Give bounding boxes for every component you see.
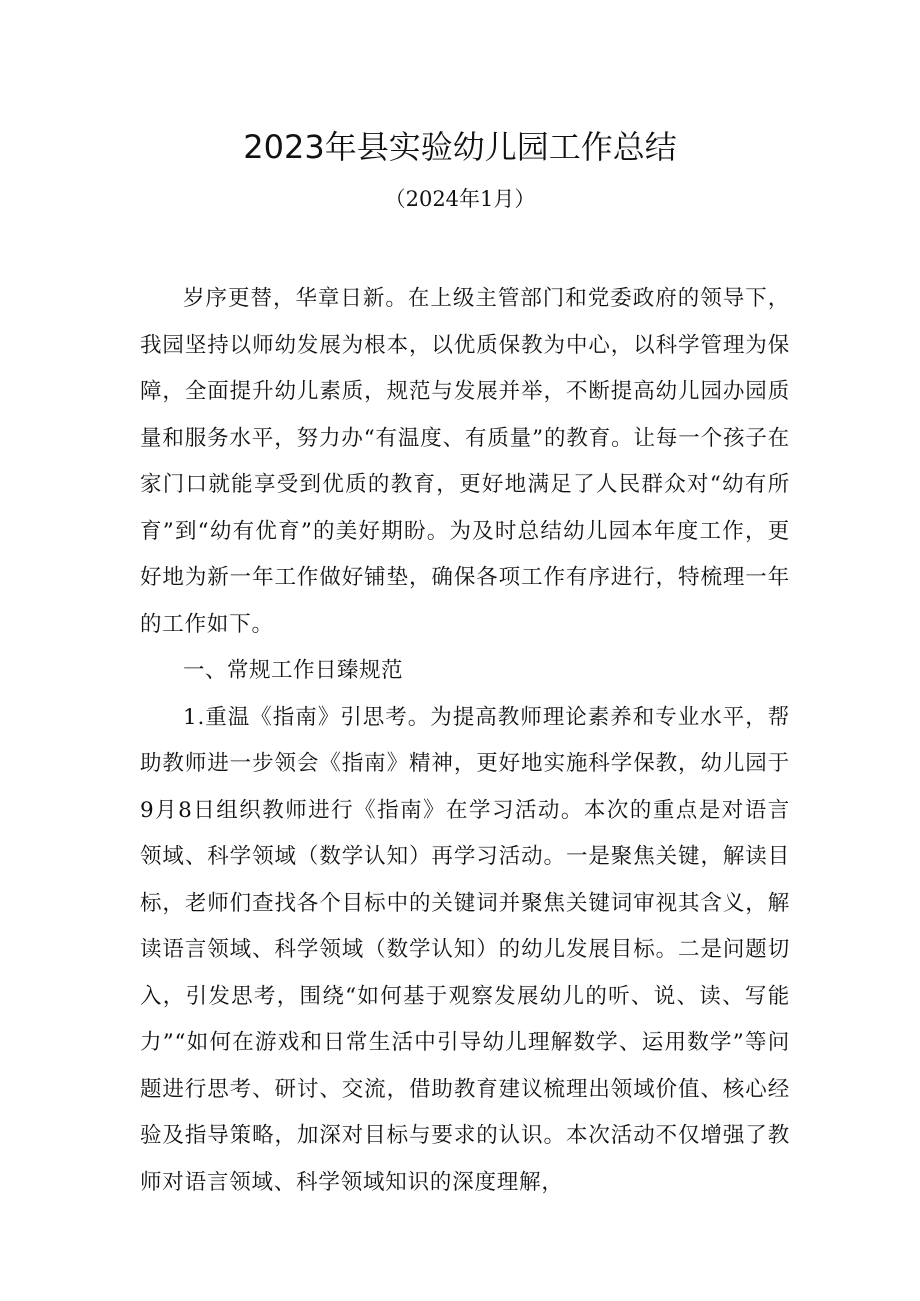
section-paragraph: 1.重温《指南》引思考。为提高教师理论素养和专业水平，帮助教师进一步领会《指南》精神，更好地实施科学保教，幼儿园于9月8日组织教师进行《指南》在学习活动。本次的重点是对语言领域、科学领域（数学认知）再学习活动。一是聚焦关键，解读目标，老师们查找各个目标中的关键词并聚焦关键词审视其含义，解读语言领域、科学领域（数学认知）的幼儿发展目标。二是问题切入，引发思考，围绕“如何基于观察发展幼儿的听、说、读、写能力”“如何在游戏和日常生活中引导幼儿理解数学、运用数学”等问题进行思考、研讨、交流，借助教育建议梳理出领域价值、核心经验及指导策略，加深对目标与要求的认识。本次活动不仅增强了教师对语言领域、科学领域知识的深度理解， bbox=[140, 704, 790, 1195]
document-title: 2023年县实验幼儿园工作总结 bbox=[243, 128, 677, 166]
intro-paragraph: 岁序更替，华章日新。在上级主管部门和党委政府的领导下，我园坚持以师幼发展为根本，以优质保教为中心，以科学管理为保障，全面提升幼儿素质，规范与发展并举，不断提高幼儿园办园质量和服务水平，努力办“有温度、有质量”的教育。让每一个孩子在家门口就能享受到优质的教育，更好地满足了人民群众对“幼有所育”到“幼有优育”的美好期盼。为及时总结幼儿园本年度工作，更好地为新一年工作做好铺垫，确保各项工作有序进行，特梳理一年的工作如下。 bbox=[140, 286, 790, 637]
section-heading: 一、常规工作日臻规范 bbox=[183, 658, 404, 683]
document-date: （2024年1月） bbox=[384, 187, 536, 211]
document-body bbox=[140, 276, 790, 1206]
